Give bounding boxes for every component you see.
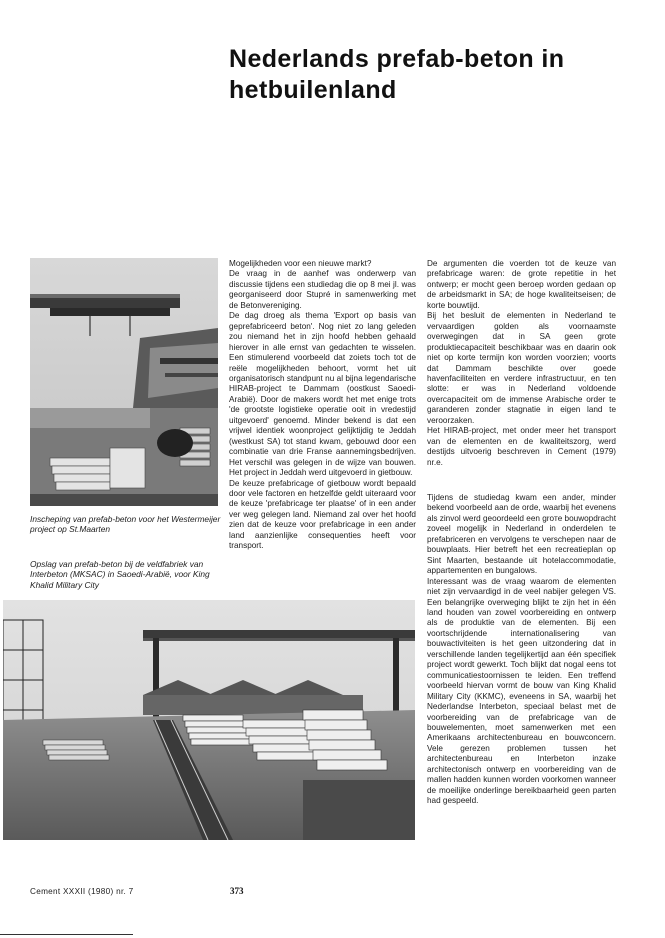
precast-yard-photo (3, 600, 415, 840)
page-number: 373 (230, 886, 244, 896)
paragraph: De keuze prefabricage of gietbouw wordt bepaald door vele factoren en hetzelfde geldt uiteraard voor de keuze 'prefabricage ter plaatse' of in een ander ver weg gelegen land. Niemand zal over het hoofd zien dat de keuze voor prefabricage in een ander land aanzienlijke consequenties heeft voor transport. (229, 478, 416, 551)
paragraph: Het HIRAB-project, met onder meer het transport van de elementen en de kwaliteitszorg, werd destijds uitvoerig beschreven in Cement (1979) nr.e. (427, 426, 616, 467)
photo-caption-2: Opslag van prefab-beton bij de veldfabriek van Interbeton (MKSAC) in Saoedi-Arabië, voor King Khalid Military City (30, 559, 210, 590)
paragraph: De vraag in de aanhef was onderwerp van discussie tijdens een studiedag die op 8 mei jl. was georganiseerd door Stupré in samenwerking met de Betonvereniging. (229, 269, 416, 310)
paragraph: Bij het besluit de elementen in Nederland te vervaardigen golden als voornaamste overwegingen dat in SA geen grote produktiecapaciteit beschikbaar was en daarin ook niet op korte termijn kon worden voorzien; voorts dat Dammam beschikte over goede havenfaciliteiten en verdere infrastructuur, en ten slotte: er was in Nederland voldoende overcapaciteit om de immense Arabische order te garanderen zonder stagnatie in eigen land te veroorzaken. (427, 311, 616, 425)
precast-yard-illustration (3, 600, 415, 840)
article-title: Nederlands prefab-beton in hetbuilenland (229, 45, 565, 104)
paragraph: Interessant was de vraag waarom de elementen niet zijn vervaardigd in de veel nabijer gelegen VS. Een belangrijke overweging blijkt te zijn het in één land houden van zowel voorbereiding en ontwerp als de produktie van de elementen. Bij een voortschrijdende internationalisering van bouwactiviteiten is het geen uitzondering dat in verschillende landen tegelijkertijd aan één specifiek project wordt gewerkt. Toch blijkt dat nogal eens tot communicatiestoornissen te leiden. Een treffend voorbeeld hiervan vormt de bouw van King Khalid Military City (KKMC), eveneens in SA, waarbij het Nederlandse Interbeton, speciaal belast met de voorbereiding van de prefabricage van de bouwelementen, moet samenwerken met een Amerikaans architectenbureau en bouwconcern. Vele gerezen problemen tussen het architectenbureau en Interbeton inzake architectonisch ontwerp en voorbereiding van de mallen hadden kunnen worden voorkomen wanneer de moeilijke onderlinge bereikbaarheid geen parten had gespeeld. (427, 576, 616, 806)
paragraph: Tijdens de studiedag kwam een ander, minder bekend voorbeeld aan de orde, waarbij het evenens als zinvol werd geoordeeld een groте bouwopdracht zoveel mogelijk in Nederland in onderdelen te prefabriceren en vervolgens te verschepen naar de bouwplaats. Hier betreft het een recreatieplan op Sint Maarten, bestaande uit hotelaccommodatie, appartementen en bungalows. (427, 493, 616, 576)
harbor-loading-photo (30, 258, 218, 506)
photo-caption-1: Inscheping van prefab-beton voor het Westermeijer project op St.Maarten (30, 514, 221, 535)
article-column-right-lower (427, 493, 616, 807)
paragraph: De dag droeg als thema 'Export op basis van geprefabriceerd beton'. Nog niet zo lang geleden zou niemand het in zijn hoofd hebben gehaald hierover in alle ernst van gedachten te wisselen. Een stimulerend voorbeeld dat zoiets toch tot de reële mogelijkheden behoort, vormt het uit organisatorisch standpunt nu al bijna legendarische HIRAB-project te Dammam (oostkust Saoedi-Arabië). Door de makers wordt het met enige trots 'de grootste logistieke operatie ooit in vredestijd uitgevoerd' genoemd. Minder bekend is dat een vrijwel identiek woonproject gelijktijdig te Jeddah (westkust SA) tot stand kwam, gebouwd door een combinatie van drie Franse aannemingsbedrijven. Het verschil was gelegen in de wijze van bouwen. Het project in Jeddah werd uitgevoerd in gietbouw. (229, 311, 416, 478)
article-column-middle (229, 259, 416, 552)
harbor-loading-illustration (30, 258, 218, 506)
paragraph: De argumenten die voerden tot de keuze van prefabricage waren: de grote repetitie in het ontwerp; er mocht geen beroep worden gedaan op de arbeidsmarkt in SA; de hoge kwaliteitseisen; de korte bouwtijd. (427, 259, 616, 310)
journal-footer: Cement XXXII (1980) nr. 7 (30, 887, 134, 896)
footnote-rule (0, 934, 133, 935)
paragraph: Mogelijkheden voor een nieuwe markt? (229, 259, 372, 268)
article-column-right-upper (427, 259, 616, 468)
